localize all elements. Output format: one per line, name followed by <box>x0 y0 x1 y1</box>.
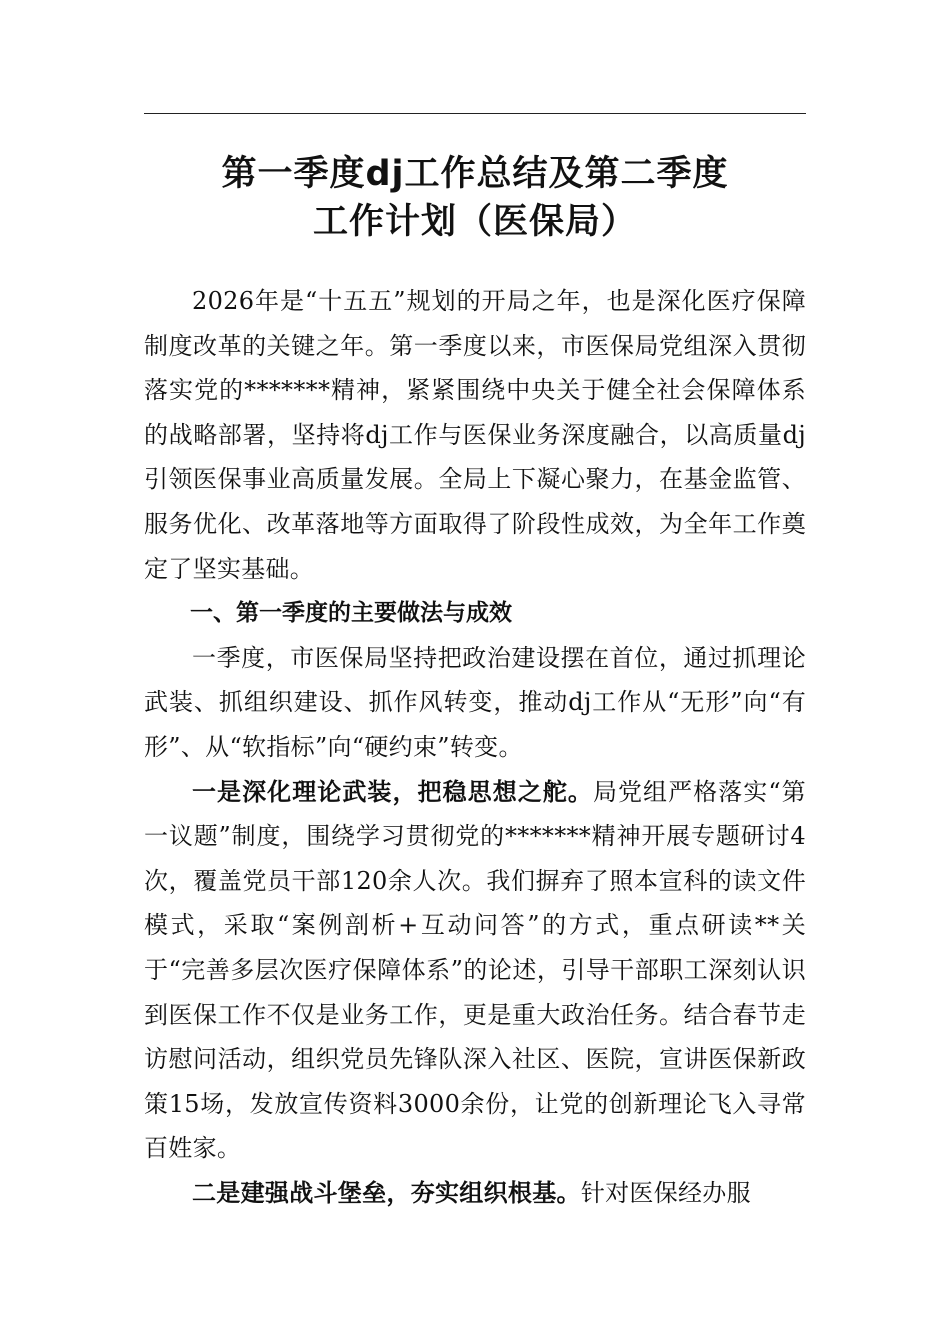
document-title <box>144 150 806 246</box>
point-2-lead: 二是建强战斗堡垒，夯实组织根基。 <box>192 1177 581 1207</box>
section-1-heading: 一、第一季度的主要做法与成效 <box>190 600 512 627</box>
title-line-2: 工作计划（医保局） <box>312 202 637 242</box>
point-1-body: 局党组严格落实“第一议题”制度，围绕学习贯彻党的*******精神开展专题研讨4次，覆盖党员干部120余人次。我们摒弃了照本宣科的读文件模式，采取“案例剖析+互动问答”的方式，重点研读**关于“完善多层次医疗保障体系”的论述，引导干部职工深刻认识到医保工作不仅是业务工作，更是重大政治任务。结合春节走访慰问活动，组织党员先锋队深入社区、医院，宣讲医保新政策15场，发放宣传资料3000余份，让党的创新理论飞入寻常百姓家。 <box>144 777 806 1163</box>
header-rule <box>144 113 806 114</box>
point-2-body: 针对医保经办服 <box>580 1178 751 1207</box>
document-body <box>144 279 806 1215</box>
point-1-paragraph <box>144 770 806 1171</box>
section-1-intro-paragraph: 一季度，市医保局坚持把政治建设摆在首位，通过抓理论武装、抓组织建设、抓作风转变，推动dj工作从“无形”向“有形”、从“软指标”向“硬约束”转变。 <box>144 643 806 761</box>
point-2-paragraph <box>144 1171 806 1216</box>
title-line-1: 第一季度dj工作总结及第二季度 <box>221 154 729 194</box>
point-1-lead: 一是深化理论武装，把稳思想之舵。 <box>192 776 593 806</box>
intro-paragraph: 2026年是“十五五”规划的开局之年，也是深化医疗保障制度改革的关键之年。第一季度以来，市医保局党组深入贯彻落实党的*******精神，紧紧围绕中央关于健全社会保障体系的战略部署，坚持将dj工作与医保业务深度融合，以高质量dj引领医保事业高质量发展。全局上下凝心聚力，在基金监管、服务优化、改革落地等方面取得了阶段性成效，为全年工作奠定了坚实基础。 <box>144 287 806 583</box>
